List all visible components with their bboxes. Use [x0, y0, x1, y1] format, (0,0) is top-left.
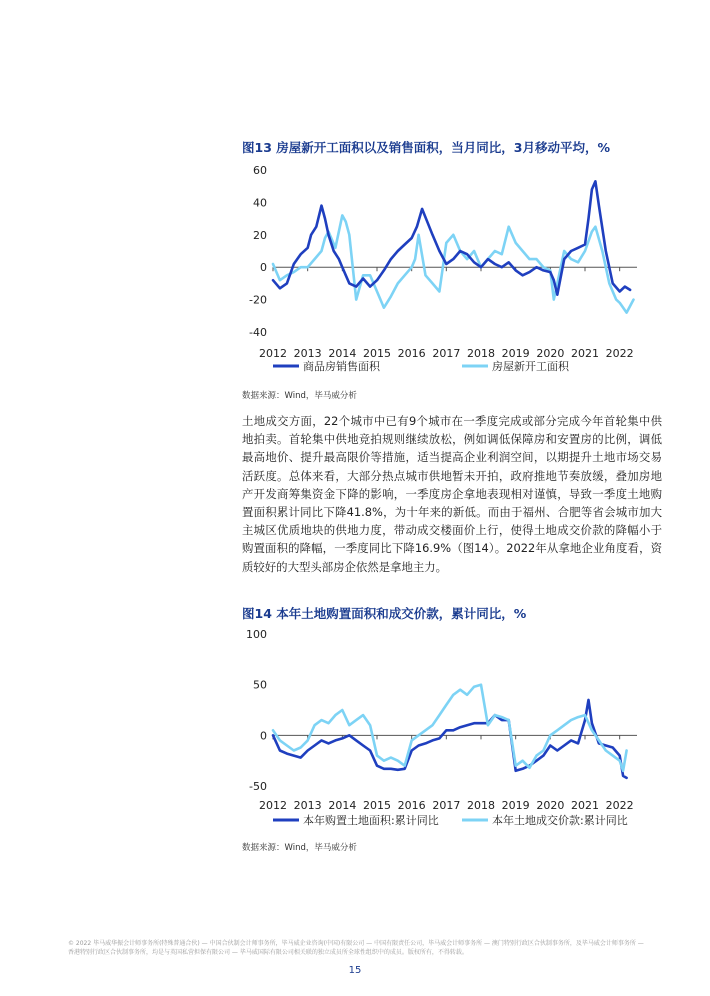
x-tick-label: 2013 [293, 799, 322, 812]
series-line-light [273, 685, 627, 771]
x-tick-label: 2016 [397, 799, 426, 812]
page-number: 15 [348, 965, 362, 976]
y-tick-label: -40 [249, 326, 267, 339]
x-tick-label: 2019 [501, 347, 530, 360]
x-tick-label: 2021 [571, 799, 599, 812]
x-tick-label: 2020 [536, 799, 565, 812]
x-tick-label: 2014 [328, 799, 357, 812]
figure13-source: 数据来源：Wind，毕马威分析 [242, 391, 357, 401]
series-line-dark [273, 700, 627, 778]
y-tick-label: 60 [253, 164, 267, 177]
figure14-chart [240, 624, 660, 834]
figure14-title: 图14 本年土地购置面积和成交价款，累计同比，% [242, 606, 527, 621]
y-tick-label: 40 [253, 196, 267, 210]
legend-label: 商品房销售面积 [303, 360, 380, 373]
x-tick-label: 2013 [293, 347, 322, 360]
x-tick-label: 2012 [259, 799, 287, 812]
y-tick-label: 0 [260, 261, 267, 275]
figure14-svg [240, 624, 660, 834]
x-tick-label: 2022 [605, 347, 634, 360]
figure14-source: 数据来源：Wind，毕马威分析 [242, 843, 357, 853]
y-tick-label: 20 [253, 228, 267, 242]
x-tick-label: 2015 [363, 799, 391, 812]
x-tick-label: 2015 [363, 347, 391, 360]
x-tick-label: 2018 [467, 799, 495, 812]
body-text [242, 412, 662, 576]
y-tick-label: 50 [253, 678, 267, 692]
x-tick-label: 2022 [605, 799, 634, 812]
figure13-svg [240, 160, 660, 380]
x-tick-label: 2017 [432, 347, 461, 360]
x-tick-label: 2018 [467, 347, 495, 360]
x-tick-label: 2020 [536, 347, 565, 360]
legend-label: 本年购置土地面积:累计同比 [303, 814, 439, 827]
y-tick-label: -20 [249, 293, 267, 307]
x-tick-label: 2012 [259, 347, 287, 360]
x-tick-label: 2021 [571, 347, 599, 360]
legend-label: 房屋新开工面积 [492, 360, 569, 373]
x-tick-label: 2019 [501, 799, 530, 812]
x-tick-label: 2017 [432, 799, 461, 812]
footer-disclaimer: © 2022 毕马威华振会计师事务所(特殊普通合伙) — 中国合伙制会计师事务所，毕马威企业咨询(中国)有限公司 — 中国有限责任公司，毕马威会计师事务所 — 澳门特别行政区合伙制事务所，及毕马威会计师事务所 — 香港特别行政区合伙制事务所，均是与英国私营担保有限公司 — 毕马威国际有限公司相关联的独立成员所全球性组织中的成员。版权所有，不得转载。 [68, 940, 644, 956]
x-tick-label: 2014 [328, 347, 357, 360]
y-tick-label: -50 [249, 780, 267, 793]
body-paragraph: 土地成交方面，22个城市中已有9个城市在一季度完成或部分完成今年首轮集中供地拍卖。首轮集中供地竞拍规则继续放松，例如调低保障房和安置房的比例，调低最高地价、提升最高限价等措施，适当提高企业利润空间，以期提升土地市场交易活跃度。总体来看，大部分热点城市供地暂未开拍，政府推地节奏放缓，叠加房地产开发商筹集资金下降的影响，一季度房企拿地表现相对谨慎，导致一季度土地购置面积累计同比下降41.8%，为十年来的新低。而由于福州、合肥等省会城市加大主城区优质地块的供地力度，带动成交楼面价上行，使得土地成交价款的降幅小于购置面积的降幅，一季度同比下降16.9%（图14）。2022年从拿地企业角度看，资质较好的大型头部房企依然是拿地主力。 [242, 414, 662, 574]
legend-label: 本年土地成交价款:累计同比 [492, 814, 628, 827]
y-tick-label: 100 [246, 628, 267, 641]
x-tick-label: 2016 [397, 347, 426, 360]
y-tick-label: 0 [260, 729, 267, 743]
figure13-title: 图13 房屋新开工面积以及销售面积，当月同比，3月移动平均，% [242, 140, 610, 155]
figure13-chart [240, 160, 660, 380]
